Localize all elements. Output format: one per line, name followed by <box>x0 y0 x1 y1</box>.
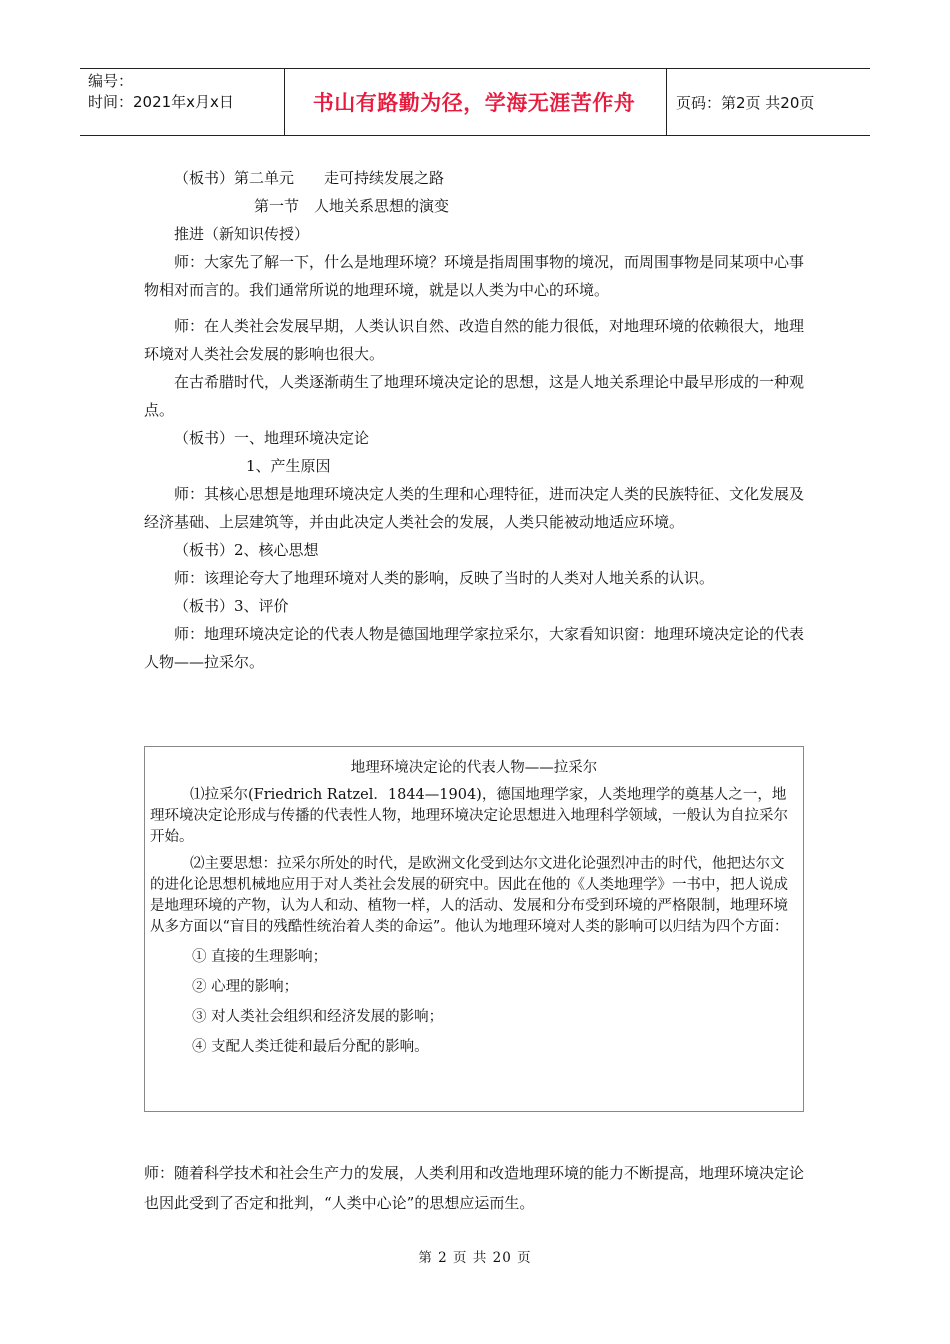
list-item: ② 心理的影响； <box>192 979 299 995</box>
board-subheading: （板书）2、核心思想 <box>174 541 319 559</box>
lesson-text <box>144 164 808 676</box>
knowledge-window-title: 地理环境决定论的代表人物——拉采尔 <box>350 760 598 776</box>
knowledge-window <box>144 746 804 1112</box>
header-motto: 书山有路勤为径，学海无涯苦作舟 <box>312 91 636 115</box>
list-item: ① 直接的生理影响； <box>192 949 328 965</box>
paragraph: 师：在人类社会发展早期，人类认识自然、改造自然的能力很低，对地理环境的依赖很大，地理环境对人类社会发展的影响也很大。 <box>144 317 805 363</box>
paragraph: 师：其核心思想是地理环境决定人类的生理和心理特征，进而决定人类的民族特征、文化发展及经济基础、上层建筑等，并由此决定人类社会的发展，人类只能被动地适应环境。 <box>144 485 805 531</box>
list-item: ③ 对人类社会组织和经济发展的影响； <box>192 1009 444 1025</box>
paragraph: 师：该理论夸大了地理环境对人类的影响，反映了当时的人类对人地关系的认识。 <box>174 569 715 587</box>
number-label: 编号： <box>88 72 134 90</box>
board-section: 第一节 人地关系思想的演变 <box>254 197 450 215</box>
board-subheading: 1、产生原因 <box>246 457 331 475</box>
page-footer: 第 2 页 共 20 页 <box>418 1250 532 1266</box>
knowledge-paragraph: ⑴拉采尔(Friedrich Ratzel．1844—1904)，德国地理学家，人类地理学的奠基人之一，地理环境决定论形成与传播的代表性人物，地理环境决定论思想进入地理科学领域，一般认为自拉采尔开始。 <box>150 787 788 845</box>
page-label: 页码：第2页 共20页 <box>676 93 815 112</box>
board-subheading: （板书）3、评价 <box>174 597 289 615</box>
progress-note: 推进（新知识传授） <box>174 225 310 243</box>
list-item: ④ 支配人类迁徙和最后分配的影响。 <box>192 1039 429 1055</box>
paragraph: 在古希腊时代，人类逐渐萌生了地理环境决定论的思想，这是人地关系理论中最早形成的一种观点。 <box>144 373 805 419</box>
header-meta <box>88 71 284 113</box>
paragraph: 师：大家先了解一下，什么是地理环境？环境是指周围事物的境况，而周围事物是同某项中心事物相对而言的。我们通常所说的地理环境，就是以人类为中心的环境。 <box>144 253 805 299</box>
page-header <box>80 68 870 136</box>
knowledge-paragraph: ⑵主要思想：拉采尔所处的时代，是欧洲文化受到达尔文进化论强烈冲击的时代，他把达尔文的进化论思想机械地应用于对人类社会发展的研究中。因此在他的《人类地理学》一书中，把人说成是地理环境的产物，认为人和动、植物一样，人的活动、发展和分布受到环境的严格限制，地理环境从多方面以“盲目的残酷性统治着人类的命运”。他认为地理环境对人类的影响可以归结为四个方面： <box>150 856 789 935</box>
closing-paragraph: 师：随着科学技术和社会生产力的发展，人类利用和改造地理环境的能力不断提高，地理环境决定论也因此受到了否定和批判，“人类中心论”的思想应运而生。 <box>144 1164 805 1212</box>
influence-list <box>150 942 798 1062</box>
board-heading: （板书）一、地理环境决定论 <box>174 429 370 447</box>
paragraph: 师：地理环境决定论的代表人物是德国地理学家拉采尔，大家看知识窗：地理环境决定论的代表人物——拉采尔。 <box>144 625 805 671</box>
date-label: 时间：2021年x月x日 <box>88 93 234 111</box>
board-unit: （板书）第二单元 走可持续发展之路 <box>174 169 445 187</box>
